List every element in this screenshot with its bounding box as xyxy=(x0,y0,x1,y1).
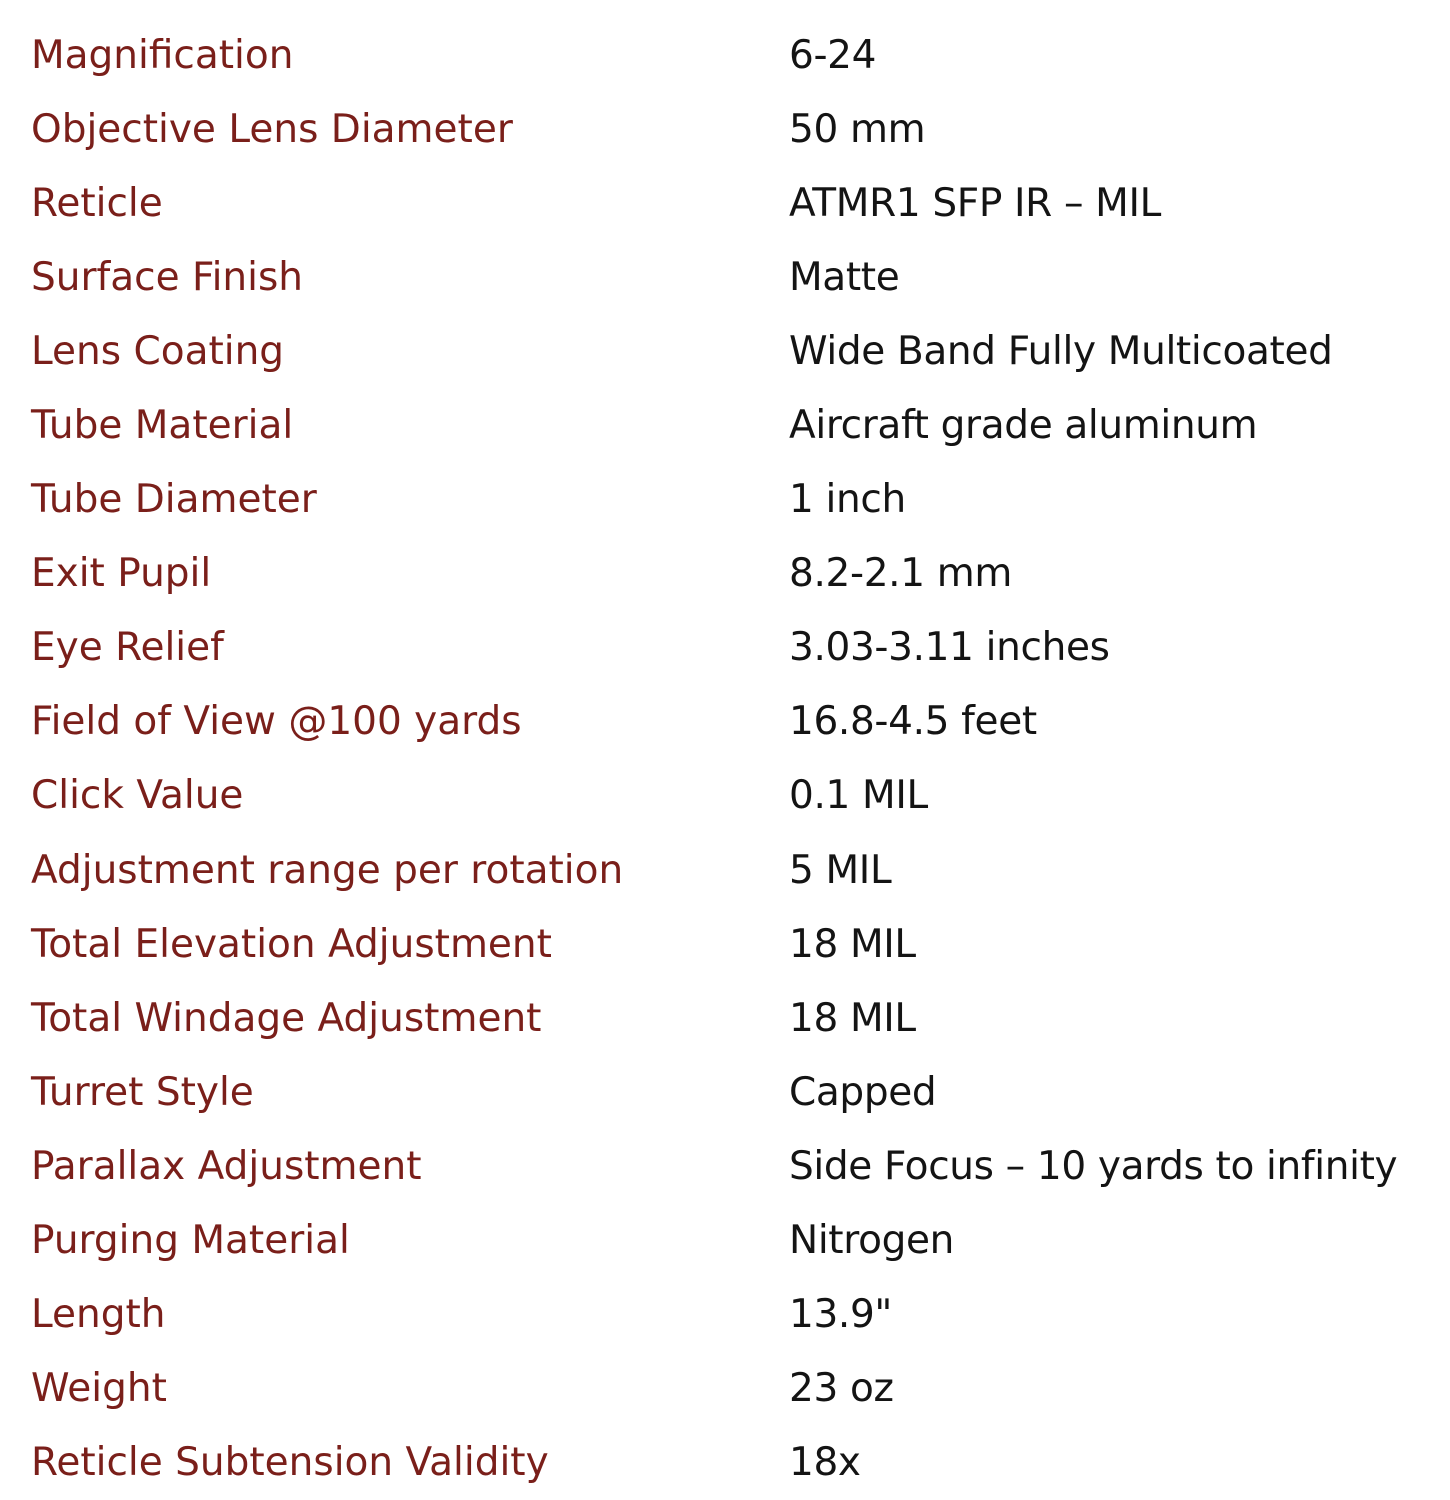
spec-value: 50 mm xyxy=(789,106,926,152)
spec-value: Nitrogen xyxy=(789,1218,955,1264)
spec-label: Total Windage Adjustment xyxy=(31,995,542,1041)
spec-value: 3.03-3.11 inches xyxy=(789,625,1110,671)
spec-label: Field of View @100 yards xyxy=(31,699,522,745)
spec-row-total-windage-adjustment xyxy=(0,981,1450,1055)
spec-value: 5 MIL xyxy=(789,847,892,893)
spec-value: Side Focus – 10 yards to infinity xyxy=(789,1143,1398,1189)
spec-row-turret-style xyxy=(0,1055,1450,1129)
spec-label: Adjustment range per rotation xyxy=(31,847,624,893)
spec-value: 0.1 MIL xyxy=(789,773,928,819)
spec-row-tube-material xyxy=(0,388,1450,462)
spec-row-magnification xyxy=(0,18,1450,92)
spec-row-surface-finish xyxy=(0,240,1450,314)
spec-row-exit-pupil xyxy=(0,537,1450,611)
spec-label: Lens Coating xyxy=(31,328,285,374)
spec-row-reticle-subtension-validity xyxy=(0,1426,1450,1500)
spec-label: Parallax Adjustment xyxy=(31,1143,422,1189)
spec-label: Tube Material xyxy=(31,403,294,449)
spec-value: Aircraft grade aluminum xyxy=(789,403,1258,449)
spec-row-reticle xyxy=(0,166,1450,240)
spec-label: Reticle xyxy=(31,180,163,226)
spec-row-field-of-view xyxy=(0,685,1450,759)
spec-row-lens-coating xyxy=(0,314,1450,388)
spec-value: 8.2-2.1 mm xyxy=(789,551,1012,597)
spec-label: Magnification xyxy=(31,32,294,78)
spec-label: Weight xyxy=(31,1366,167,1412)
spec-label: Turret Style xyxy=(31,1069,254,1115)
spec-label: Exit Pupil xyxy=(31,551,212,597)
spec-row-adjustment-range xyxy=(0,833,1450,907)
spec-row-objective-lens-diameter xyxy=(0,92,1450,166)
spec-row-total-elevation-adjustment xyxy=(0,907,1450,981)
spec-row-eye-relief xyxy=(0,611,1450,685)
spec-value: 18 MIL xyxy=(789,921,916,967)
spec-value: 23 oz xyxy=(789,1366,894,1412)
spec-label: Eye Relief xyxy=(31,625,224,671)
spec-row-click-value xyxy=(0,759,1450,833)
spec-value: 6-24 xyxy=(789,32,877,78)
spec-row-length xyxy=(0,1278,1450,1352)
spec-value: Matte xyxy=(789,254,900,300)
spec-value: 18x xyxy=(789,1440,861,1486)
spec-label: Length xyxy=(31,1292,166,1338)
spec-value: ATMR1 SFP IR – MIL xyxy=(789,180,1162,226)
spec-row-tube-diameter xyxy=(0,463,1450,537)
spec-value: Capped xyxy=(789,1069,937,1115)
spec-label: Click Value xyxy=(31,773,244,819)
spec-label: Total Elevation Adjustment xyxy=(31,921,552,967)
spec-value: 1 inch xyxy=(789,477,906,523)
spec-label: Objective Lens Diameter xyxy=(31,106,513,152)
spec-label: Reticle Subtension Validity xyxy=(31,1440,549,1486)
spec-row-weight xyxy=(0,1352,1450,1426)
spec-label: Surface Finish xyxy=(31,254,303,300)
spec-value: 13.9" xyxy=(789,1292,893,1338)
spec-row-purging-material xyxy=(0,1204,1450,1278)
spec-value: 18 MIL xyxy=(789,995,916,1041)
spec-value: 16.8-4.5 feet xyxy=(789,699,1037,745)
spec-label: Tube Diameter xyxy=(31,477,317,523)
spec-table xyxy=(0,18,1450,1500)
spec-value: Wide Band Fully Multicoated xyxy=(789,328,1333,374)
spec-row-parallax-adjustment xyxy=(0,1129,1450,1203)
spec-label: Purging Material xyxy=(31,1218,350,1264)
